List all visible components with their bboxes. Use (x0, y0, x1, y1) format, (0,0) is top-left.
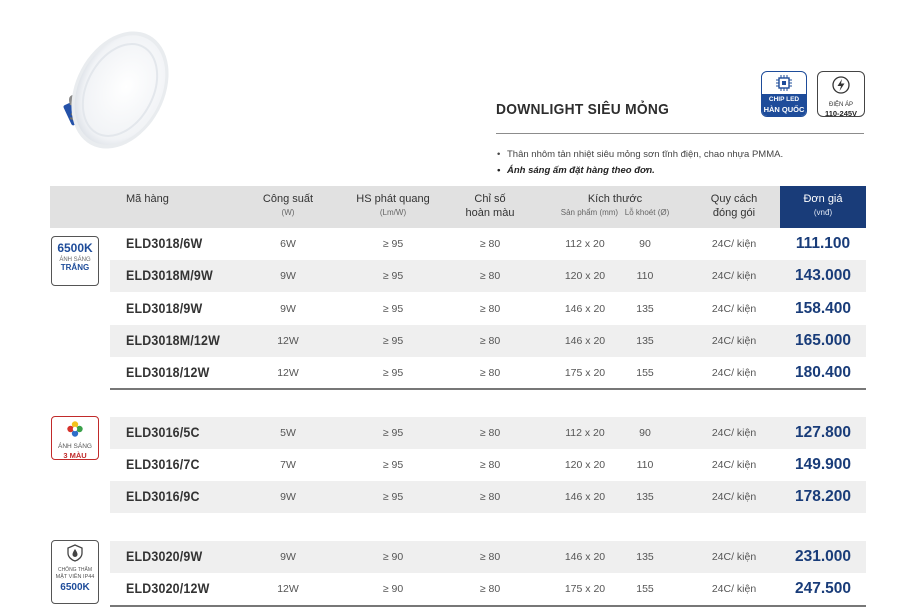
header-power: Công suất (W) (262, 193, 314, 217)
cell-cri: ≥ 80 (479, 335, 501, 347)
header-price: Đơn giá (vnđ) (780, 186, 866, 228)
title-divider (496, 133, 864, 134)
cell-code: ELD3018/6W (126, 236, 203, 251)
cell-code: ELD3018/12W (126, 365, 210, 380)
cell-lumen: ≥ 90 (382, 583, 404, 595)
feature-text: Thân nhôm tản nhiệt siêu mỏng sơn tĩnh điện, chao nhựa PMMA. (507, 149, 784, 160)
cell-power: 7W (280, 459, 296, 471)
cell-price: 180.400 (794, 364, 852, 381)
badge-ip44 (51, 540, 99, 604)
cell-lumen: ≥ 95 (382, 270, 404, 282)
cell-pack: 24C/ kiện (711, 459, 757, 471)
cell-code: ELD3018/9W (126, 301, 203, 316)
color-wheel-icon (66, 420, 84, 438)
cell-size: 146 x 20 (564, 303, 606, 315)
voltage-badge (817, 71, 865, 117)
cell-price: 149.900 (794, 456, 852, 473)
white-badge-line2: TRẮNG (60, 263, 90, 272)
table-row (110, 228, 866, 260)
shield-drop-icon (66, 544, 84, 562)
cell-lumen: ≥ 95 (382, 335, 404, 347)
cell-cri: ≥ 80 (479, 459, 501, 471)
cell-price: 127.800 (794, 424, 852, 441)
table-row (110, 417, 866, 449)
cell-price: 247.500 (794, 580, 852, 597)
cell-code: ELD3016/7C (126, 457, 200, 472)
cell-hole: 135 (636, 551, 654, 563)
cell-size: 112 x 20 (565, 427, 605, 439)
header-lumen: HS phát quang (Lm/W) (356, 193, 430, 217)
cell-hole: 90 (639, 427, 651, 439)
chip-badge-line1: CHIP LED (768, 96, 800, 103)
cell-lumen: ≥ 95 (382, 303, 404, 315)
cell-price: 231.000 (794, 548, 852, 565)
cell-lumen: ≥ 95 (382, 238, 404, 250)
cell-price: 165.000 (794, 332, 852, 349)
header-code: Mã hàng (126, 193, 169, 205)
feature-item: • Thân nhôm tản nhiệt siêu mỏng sơn tĩnh điện, chao nhựa PMMA. (497, 149, 784, 160)
cell-lumen: ≥ 95 (382, 427, 404, 439)
cell-cri: ≥ 80 (479, 551, 501, 563)
product-title: DOWNLIGHT SIÊU MỎNG (496, 101, 670, 118)
cell-cri: ≥ 80 (479, 367, 501, 379)
cell-size: 120 x 20 (564, 459, 606, 471)
cell-hole: 155 (636, 583, 654, 595)
cell-power: 12W (277, 335, 299, 347)
voltage-label: ĐIỆN ÁP (828, 102, 853, 108)
cell-hole: 110 (636, 270, 654, 282)
cell-hole: 90 (639, 238, 651, 250)
cell-lumen: ≥ 95 (382, 367, 404, 379)
cell-lumen: ≥ 95 (382, 491, 404, 503)
badge-tri-color (51, 416, 99, 460)
table-row (110, 357, 866, 389)
table-row (110, 573, 866, 605)
cell-power: 12W (277, 583, 299, 595)
cell-power: 9W (280, 551, 296, 563)
cell-power: 5W (280, 427, 296, 439)
cell-cri: ≥ 80 (479, 270, 501, 282)
cell-power: 6W (280, 238, 296, 250)
cell-cri: ≥ 80 (479, 491, 501, 503)
cell-pack: 24C/ kiện (711, 583, 757, 595)
cell-cri: ≥ 80 (479, 583, 501, 595)
cell-power: 9W (280, 303, 296, 315)
badge-white-light (51, 236, 99, 286)
feature-list (497, 147, 783, 179)
cell-code: ELD3020/9W (126, 549, 203, 564)
chip-led-badge (761, 71, 807, 117)
cell-lumen: ≥ 95 (382, 459, 404, 471)
cell-pack: 24C/ kiện (711, 427, 757, 439)
cell-code: ELD3016/9C (126, 489, 200, 504)
cell-lumen: ≥ 90 (382, 551, 404, 563)
cell-price: 158.400 (794, 300, 852, 317)
cell-hole: 135 (636, 303, 654, 315)
cell-pack: 24C/ kiện (711, 367, 757, 379)
cell-size: 175 x 20 (564, 583, 606, 595)
voltage-value: 110-245V (824, 109, 858, 118)
table-row (110, 541, 866, 573)
tri-badge-line2: 3 MÀU (63, 451, 87, 460)
header-pack: Quy cách đóng gói (710, 193, 758, 219)
table-row (110, 449, 866, 481)
ip44-badge-line1: CHỐNG THẤM (57, 567, 93, 573)
cell-size: 175 x 20 (564, 367, 606, 379)
cell-price: 143.000 (794, 267, 852, 284)
cell-code: ELD3018M/9W (126, 268, 213, 283)
downlight-product-image (58, 10, 173, 160)
cell-power: 12W (277, 367, 299, 379)
cell-code: ELD3016/5C (126, 425, 200, 440)
header-size: Kích thước Sản phẩm (mm) Lỗ khoét (Ø) (560, 193, 670, 217)
chip-badge-line2: HÀN QUỐC (763, 105, 805, 114)
tri-badge-line1: ÁNH SÁNG (58, 443, 92, 450)
cell-size: 146 x 20 (564, 491, 606, 503)
cell-power: 9W (280, 491, 296, 503)
cell-hole: 135 (636, 491, 654, 503)
white-badge-temp: 6500K (57, 241, 93, 255)
feature-item: • Ánh sáng ấm đặt hàng theo đơn. (497, 165, 655, 176)
feature-text: Ánh sáng ấm đặt hàng theo đơn. (507, 165, 655, 176)
header-cri: Chỉ số hoàn màu (465, 193, 515, 219)
cell-code: ELD3020/12W (126, 581, 210, 596)
cell-pack: 24C/ kiện (711, 303, 757, 315)
table-row (110, 325, 866, 357)
cell-size: 112 x 20 (565, 238, 605, 250)
cell-code: ELD3018M/12W (126, 333, 221, 348)
cell-power: 9W (280, 270, 296, 282)
ip44-badge-temp: 6500K (60, 582, 90, 593)
table-row (110, 293, 866, 325)
cell-hole: 155 (636, 367, 654, 379)
ip44-badge-line2: MẶT VIỀN IP44 (55, 574, 95, 580)
group-divider (110, 605, 866, 607)
cell-cri: ≥ 80 (479, 303, 501, 315)
cell-pack: 24C/ kiện (711, 270, 757, 282)
white-badge-line1: ÁNH SÁNG (59, 257, 91, 263)
cell-pack: 24C/ kiện (711, 491, 757, 503)
cell-hole: 135 (636, 335, 654, 347)
cell-cri: ≥ 80 (479, 238, 501, 250)
cell-cri: ≥ 80 (479, 427, 501, 439)
cell-pack: 24C/ kiện (711, 551, 757, 563)
cell-size: 120 x 20 (564, 270, 606, 282)
cell-size: 146 x 20 (564, 551, 606, 563)
cell-price: 111.100 (795, 235, 851, 252)
cell-price: 178.200 (794, 488, 852, 505)
table-row (110, 260, 866, 292)
cell-size: 146 x 20 (564, 335, 606, 347)
group-divider (110, 388, 866, 390)
cell-pack: 24C/ kiện (711, 238, 757, 250)
chip-icon (775, 74, 793, 92)
table-row (110, 481, 866, 513)
cell-hole: 110 (636, 459, 654, 471)
cell-pack: 24C/ kiện (711, 335, 757, 347)
lightning-icon (831, 75, 851, 95)
